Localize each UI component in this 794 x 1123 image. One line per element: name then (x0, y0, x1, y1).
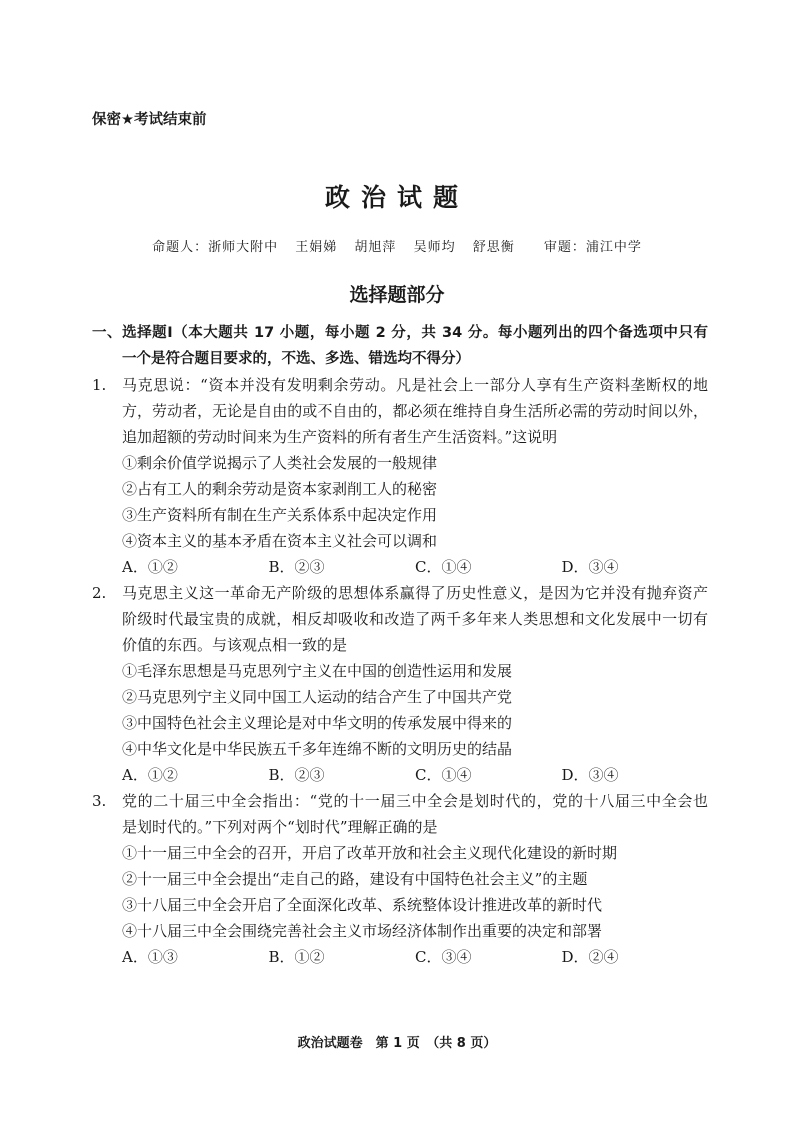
answer-choice[interactable]: C．③④ (415, 948, 472, 966)
statement-option: ③中国特色社会主义理论是对中华文明的传承发展中得来的 (122, 714, 513, 732)
statement-option: ③生产资料所有制在生产关系体系中起决定作用 (122, 506, 438, 524)
statement-option: ①剩余价值学说揭示了人类社会发展的一般规律 (122, 454, 438, 472)
answer-choice[interactable]: A．①② (122, 766, 178, 784)
question-stem-line: 价值的东西。与该观点相一致的是 (122, 636, 348, 654)
answer-choice[interactable]: D．②④ (561, 948, 619, 966)
authors-line (0, 236, 794, 255)
answer-choices (92, 762, 708, 788)
statement-option: ②占有工人的剩余劳动是资本家剥削工人的秘密 (122, 480, 438, 498)
question-stem-line: 马克思主义这一革命无产阶级的思想体系赢得了历史性意义，是因为它并没有抛弃资产 (122, 584, 708, 602)
question (92, 580, 708, 788)
statement-option: ④中华文化是中华民族五千多年连绵不断的文明历史的结晶 (122, 740, 513, 758)
answer-choice[interactable]: D．③④ (561, 558, 619, 576)
question-stem-line: 方，劳动者，无论是自由的或不自由的，都必须在维持自身生活所必需的劳动时间以外， (122, 402, 708, 420)
answer-choice[interactable]: A．①② (122, 558, 178, 576)
section-title: 选择题部分 (349, 284, 445, 306)
answer-choices (92, 944, 708, 970)
reviewer-label: 审题：浦江中学 (543, 240, 642, 255)
answer-choice[interactable]: B．①② (268, 948, 325, 966)
answer-choice[interactable]: B．②③ (268, 766, 325, 784)
answer-choice[interactable]: B．②③ (268, 558, 325, 576)
answer-choice[interactable]: D．③④ (561, 766, 619, 784)
answer-choice[interactable]: C．①④ (415, 766, 472, 784)
instructions-line: 一、选择题Ⅰ（本大题共 17 小题，每小题 2 分，共 34 分。每小题列出的四个备选项中只有 (92, 325, 708, 341)
question-stem-line: 是划时代的。”下列对两个“划时代”理解正确的是 (122, 818, 438, 836)
question-stem-line: 追加超额的劳动时间来为生产资料的所有者生产生活资料。”这说明 (122, 428, 558, 446)
question-number: 1. (92, 376, 107, 394)
question-stem-line: 马克思说：“资本并没有发明剩余劳动。凡是社会上一部分人享有生产资料垄断权的地 (122, 376, 708, 394)
statement-option: ①十一届三中全会的召开，开启了改革开放和社会主义现代化建设的新时期 (122, 844, 618, 862)
author-name: 舒思衡 (472, 240, 515, 255)
author-name: 胡旭萍 (354, 240, 397, 255)
statement-option: ③十八届三中全会开启了全面深化改革、系统整体设计推进改革的新时代 (122, 896, 603, 914)
confidential-label: 保密★考试结束前 (92, 112, 207, 128)
answer-choice[interactable]: C．①④ (415, 558, 472, 576)
answer-choices (92, 554, 708, 580)
question (92, 372, 708, 580)
statement-option: ④资本主义的基本矛盾在资本主义社会可以调和 (122, 532, 438, 550)
answer-choice[interactable]: A．①③ (122, 948, 178, 966)
question (92, 788, 708, 970)
statement-option: ①毛泽东思想是马克思列宁主义在中国的创造性运用和发展 (122, 662, 513, 680)
question-body (92, 320, 708, 970)
question-stem-line: 阶级时代最宝贵的成就，相反却吸收和改造了两千多年来人类思想和文化发展中一切有 (122, 610, 708, 628)
statement-option: ④十八届三中全会围绕完善社会主义市场经济体制作出重要的决定和部署 (122, 922, 603, 940)
page-footer: 政治试题卷 第 1 页 （共 8 页） (297, 1036, 497, 1051)
page-title: 政治试题 (324, 183, 469, 212)
setter-label: 命题人：浙师大附中 (152, 240, 279, 255)
statement-option: ②十一届三中全会提出“走自己的路，建设有中国特色社会主义”的主题 (122, 870, 588, 888)
author-name: 吴师均 (413, 240, 456, 255)
instructions-line: 一个是符合题目要求的，不选、多选、错选均不得分） (122, 351, 470, 367)
statement-option: ②马克思列宁主义同中国工人运动的结合产生了中国共产党 (122, 688, 513, 706)
question-number: 2. (92, 584, 107, 602)
author-name: 王娟娣 (295, 240, 338, 255)
question-stem-line: 党的二十届三中全会指出：“党的十一届三中全会是划时代的，党的十八届三中全会也 (122, 792, 708, 810)
question-number: 3. (92, 792, 107, 810)
